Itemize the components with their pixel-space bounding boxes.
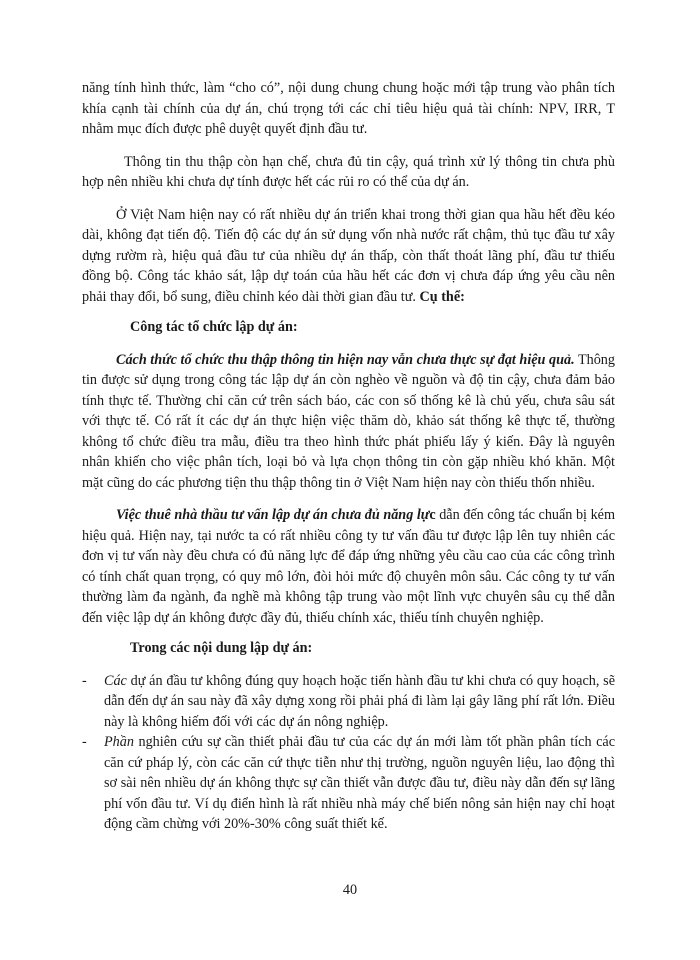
paragraph-information-collection xyxy=(82,350,615,494)
vietnam-projects-text: Ở Việt Nam hiện nay có rất nhiều dự án triển khai trong thời gian qua hầu hết đều kéo dài, không đạt tiến độ. Tiến độ các dự án sử dụng vốn nhà nước rất chậm, thủ tục đầu tư xây dựng rườm rà, hiệu quả đầu tư của nhiều dự án thấp, còn thất thoát lãng phí, đầu tư thiếu đồng bộ. Công tác khảo sát, lập dự toán của hầu hết các đơn vị chưa đáp ứng yêu cầu nên phải thay đổi, bổ sung, điều chỉnh kéo dài thời gian đầu tư. xyxy=(82,206,615,305)
list-dash-marker: - xyxy=(82,672,87,689)
list-item xyxy=(82,671,615,733)
list-item-lead: Phần xyxy=(104,734,134,750)
list-dash-marker: - xyxy=(82,734,87,750)
list-item-lead: Các xyxy=(104,672,127,689)
paragraph-vietnam-projects xyxy=(82,205,615,308)
heading-project-organization: Công tác tổ chức lập dự án: xyxy=(130,319,298,335)
list-item xyxy=(82,732,615,835)
consultant-capacity-text: dẫn đến công tác chuẩn bị kém hiệu quả. Hiện nay, tại nước ta có rất nhiều công ty tư vấn đầu tư được lập lên tuy nhiên các đơn vị tư vấn này đều chưa có đủ năng lực để đáp ứng những yêu cầu cao của các công trình có tính chất quan trọng, có quy mô lớn, đòi hỏi mức độ chuyên môn sâu. Các công ty tư vấn thường làm đa ngành, đa nghề mà không tập trung vào một lĩnh vực chuyên sâu cụ thể dẫn đến việc lập dự án không được đầy đủ, thiếu chính xác, thiếu tính chuyên nghiệp. xyxy=(82,507,615,626)
specifics-label: Cụ thể: xyxy=(419,288,465,305)
paragraph-information-limits: Thông tin thu thập còn hạn chế, chưa đủ tin cậy, quá trình xử lý thông tin chưa phù hợp nên nhiều khi chưa dự tính được hết các rủi ro có thể của dự án. xyxy=(82,153,615,190)
paragraph-intro: năng tính hình thức, làm “cho có”, nội dung chung chung hoặc mới tập trung vào phân tích khía cạnh tài chính của dự án, chú trọng tới các chỉ tiêu hiệu quả tài chính: NPV, IRR, T nhằm mục đích được phê duyệt quyết định đầu tư. xyxy=(82,80,615,137)
consultant-capacity-lead-tail: c xyxy=(429,507,436,523)
page-number: 40 xyxy=(342,882,358,898)
list-item-text: nghiên cứu sự cần thiết phải đầu tư của các dự án mới làm tốt phần phân tích các căn cứ pháp lý, còn các căn cứ thực tiễn như thị trường, nguồn nguyên liệu, lao động thì sơ sài nên nhiều dự án không thực sự cần thiết vẫn được đầu tư, điều này dẫn đến sự lãng phí vốn đầu tư. Ví dụ điển hình là rất nhiều nhà máy chế biến nông sản hiện nay chỉ hoạt động cầm chừng với 20%-30% công suất thiết kế. xyxy=(104,734,615,832)
paragraph-consultant-capacity xyxy=(82,505,615,628)
heading-project-contents: Trong các nội dung lập dự án: xyxy=(130,640,313,656)
information-collection-text: Thông tin được sử dụng trong công tác lập dự án còn nghèo về nguồn và độ tin cậy, chưa đảm bảo tính thực tế. Thường chỉ căn cứ trên sách báo, các con số thống kê là chủ yếu, chưa sâu sát với thực tế. Có rất ít các dự án thực hiện việc thăm dò, khảo sát thống kê thực tế, thường không tổ chức điều tra mẫu, điều tra theo hình thức phát phiếu lấy ý kiến. Đây là nguyên nhân khiến cho việc phân tích, loại bỏ và lựa chọn thông tin còn gặp nhiều khó khăn. Một mặt cũng do các phương tiện thu thập thông tin ở Việt Nam hiện nay còn thiếu thốn nhiều. xyxy=(82,351,615,491)
project-issues-list xyxy=(82,671,615,835)
list-item-text: dự án đầu tư không đúng quy hoạch hoặc tiến hành đầu tư khi chưa có quy hoạch, sẽ dẫn đến dự án sau này đã xây dựng xong rồi phải phá đi làm lại gây lãng phí rất lớn. Điều này là không hiếm đối với các dự án nông nghiệp. xyxy=(104,672,615,730)
consultant-capacity-lead: Việc thuê nhà thầu tư vấn lập dự án chưa đủ năng lự xyxy=(116,507,430,523)
information-collection-lead: Cách thức tổ chức thu thập thông tin hiện nay vẫn chưa thực sự đạt hiệu quả. xyxy=(116,351,575,368)
